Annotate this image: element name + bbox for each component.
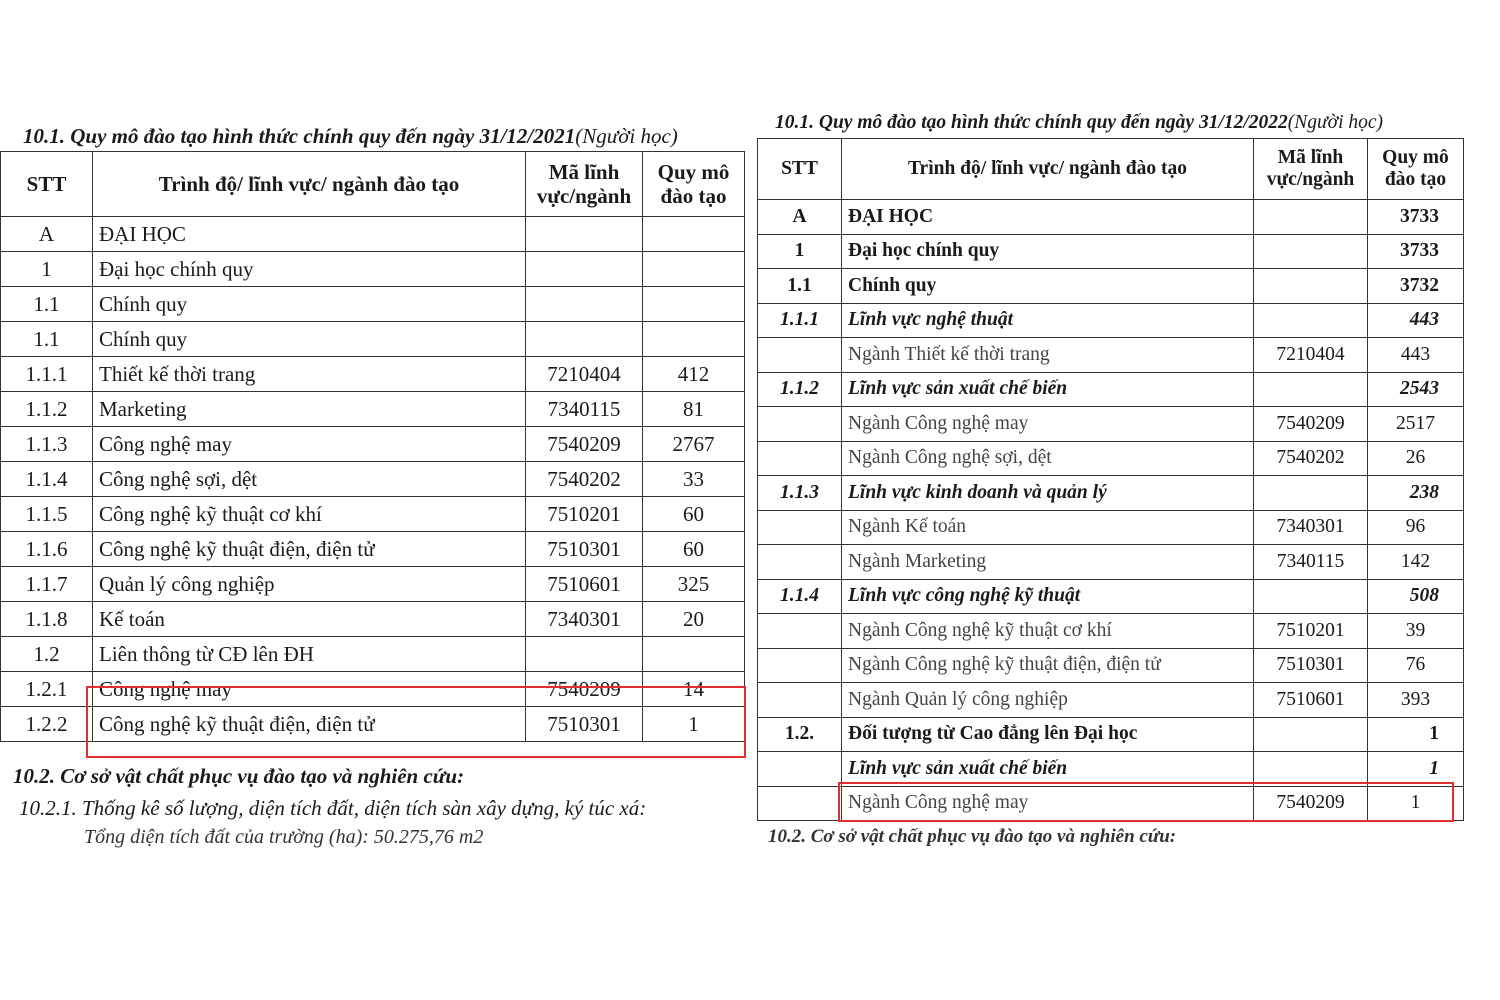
cell-name: Công nghệ kỹ thuật điện, điện tử: [93, 532, 526, 567]
table-row: [1, 532, 745, 567]
cell-name: Ngành Công nghệ kỹ thuật điện, điện tử: [842, 648, 1254, 683]
cell-code: [1254, 717, 1368, 752]
cell-name: Thiết kế thời trang: [93, 357, 526, 392]
cell-name: Lĩnh vực sản xuất chế biến: [842, 372, 1254, 407]
header-name: Trình độ/ lĩnh vực/ ngành đào tạo: [93, 152, 526, 217]
cell-qty: [643, 287, 745, 322]
table-row: [758, 372, 1464, 407]
cell-qty: 393: [1368, 683, 1464, 718]
cell-code: 7540209: [526, 427, 643, 462]
cell-name: Chính quy: [93, 287, 526, 322]
enrollment-table-2022: [757, 138, 1464, 821]
cell-code: [1254, 303, 1368, 338]
cell-stt: 1.1.3: [758, 476, 842, 511]
header-name: Trình độ/ lĩnh vực/ ngành đào tạo: [842, 139, 1254, 200]
cell-name: Lĩnh vực kinh doanh và quản lý: [842, 476, 1254, 511]
cell-qty: 60: [643, 532, 745, 567]
cell-qty: 1: [1368, 752, 1464, 787]
table-row: [758, 303, 1464, 338]
cell-code: 7510301: [526, 532, 643, 567]
highlight-box-2022: [838, 782, 1454, 822]
cell-stt: 1.1.6: [1, 532, 93, 567]
cell-name: Công nghệ may: [93, 427, 526, 462]
cell-code: [1254, 476, 1368, 511]
cell-code: 7340301: [526, 602, 643, 637]
cell-stt: [758, 545, 842, 580]
cell-name: Ngành Công nghệ sợi, dệt: [842, 441, 1254, 476]
cell-stt: [758, 407, 842, 442]
cell-stt: 1.2.: [758, 717, 842, 752]
cell-name: Ngành Quản lý công nghiệp: [842, 683, 1254, 718]
cell-stt: 1.2.1: [1, 672, 93, 707]
enrollment-table-2021: [0, 151, 745, 742]
cell-qty: 76: [1368, 648, 1464, 683]
cell-name: Ngành Thiết kế thời trang: [842, 338, 1254, 373]
cell-qty: 1: [1368, 786, 1464, 821]
cell-qty: [643, 637, 745, 672]
cell-qty: 3733: [1368, 234, 1464, 269]
cell-stt: 1.1.2: [1, 392, 93, 427]
cell-stt: 1: [1, 252, 93, 287]
cell-stt: 1.1.2: [758, 372, 842, 407]
cell-stt: [758, 683, 842, 718]
cell-stt: [758, 752, 842, 787]
caption-text: 10.1. Quy mô đào tạo hình thức chính quy đến ngày 31/12/2022: [775, 112, 1288, 133]
cell-qty: 1: [1368, 717, 1464, 752]
caption-unit: (Người học): [1287, 112, 1384, 133]
table-row: [1, 392, 745, 427]
cell-qty: 2767: [643, 427, 745, 462]
cell-name: Liên thông từ CĐ lên ĐH: [93, 637, 526, 672]
cell-name: Công nghệ kỹ thuật cơ khí: [93, 497, 526, 532]
cell-stt: 1.1.4: [758, 579, 842, 614]
cell-code: 7340301: [1254, 510, 1368, 545]
cell-stt: 1.2: [1, 637, 93, 672]
table-row: [758, 717, 1464, 752]
cell-name: Ngành Công nghệ may: [842, 407, 1254, 442]
cell-qty: 412: [643, 357, 745, 392]
cell-code: 7540202: [526, 462, 643, 497]
cutoff-text: Tổng diện tích đất của trường (ha): 50.275,76 m2: [84, 826, 484, 848]
header-stt: STT: [1, 152, 93, 217]
cell-stt: [758, 338, 842, 373]
cell-qty: [643, 322, 745, 357]
cell-code: 7510601: [1254, 683, 1368, 718]
cell-qty: 1: [643, 707, 745, 742]
cell-code: 7210404: [526, 357, 643, 392]
table-row: [1, 252, 745, 287]
cell-qty: 60: [643, 497, 745, 532]
cell-code: 7540209: [526, 672, 643, 707]
cell-stt: [758, 510, 842, 545]
cell-name: ĐẠI HỌC: [93, 217, 526, 252]
cell-qty: 443: [1368, 303, 1464, 338]
cell-stt: 1.1.1: [1, 357, 93, 392]
cell-code: [1254, 752, 1368, 787]
header-qty: Quy mô đào tạo: [643, 152, 745, 217]
cell-name: Công nghệ kỹ thuật điện, điện tử: [93, 707, 526, 742]
cell-qty: [643, 217, 745, 252]
cell-qty: 142: [1368, 545, 1464, 580]
cell-stt: 1.2.2: [1, 707, 93, 742]
cell-code: [1254, 269, 1368, 304]
cell-name: Quản lý công nghiệp: [93, 567, 526, 602]
cell-code: [1254, 579, 1368, 614]
cell-name: Đại học chính quy: [842, 234, 1254, 269]
table-row: [758, 200, 1464, 235]
cell-stt: 1.1.7: [1, 567, 93, 602]
table-row: [758, 510, 1464, 545]
cell-stt: 1.1.5: [1, 497, 93, 532]
table-row: [758, 614, 1464, 649]
table-caption-2022: [775, 112, 1383, 134]
cell-qty: 2543: [1368, 372, 1464, 407]
caption-text: 10.1. Quy mô đào tạo hình thức chính quy đến ngày 31/12/2021: [23, 124, 576, 148]
cell-name: Công nghệ sợi, dệt: [93, 462, 526, 497]
subsection-heading: 10.2.1. Thống kê số lượng, diện tích đất, diện tích sàn xây dựng, ký túc xá:: [19, 796, 647, 820]
table-row: [758, 579, 1464, 614]
cell-name: Chính quy: [842, 269, 1254, 304]
cell-name: Ngành Marketing: [842, 545, 1254, 580]
table-row: [758, 752, 1464, 787]
cell-code: 7340115: [1254, 545, 1368, 580]
cell-name: Đại học chính quy: [93, 252, 526, 287]
cell-stt: [758, 786, 842, 821]
cell-stt: 1.1.4: [1, 462, 93, 497]
table-row: [758, 683, 1464, 718]
cell-stt: [758, 648, 842, 683]
cell-code: 7340115: [526, 392, 643, 427]
cell-name: Đối tượng từ Cao đẳng lên Đại học: [842, 717, 1254, 752]
cell-code: [526, 322, 643, 357]
table-row: [758, 545, 1464, 580]
caption-unit: (Người học): [575, 124, 678, 148]
header-stt: STT: [758, 139, 842, 200]
cell-name: Lĩnh vực công nghệ kỹ thuật: [842, 579, 1254, 614]
cell-qty: 3732: [1368, 269, 1464, 304]
cell-stt: 1.1: [1, 287, 93, 322]
cell-qty: 443: [1368, 338, 1464, 373]
cell-code: [1254, 372, 1368, 407]
table-row: [1, 322, 745, 357]
table-row: [1, 567, 745, 602]
cell-stt: [758, 614, 842, 649]
cell-qty: 96: [1368, 510, 1464, 545]
cell-code: [1254, 234, 1368, 269]
header-row: [758, 139, 1464, 200]
table-row: [758, 648, 1464, 683]
cell-qty: [643, 252, 745, 287]
header-code: Mã lĩnh vực/ngành: [1254, 139, 1368, 200]
header-row: [1, 152, 745, 217]
cell-code: [1254, 200, 1368, 235]
cell-name: Chính quy: [93, 322, 526, 357]
cell-qty: 81: [643, 392, 745, 427]
cutoff-text: 10.2. Cơ sở vật chất phục vụ đào tạo và nghiên cứu:: [768, 826, 1177, 847]
cell-stt: 1.1: [1, 322, 93, 357]
cell-stt: [758, 441, 842, 476]
cell-stt: 1.1.3: [1, 427, 93, 462]
header-qty: Quy mô đào tạo: [1368, 139, 1464, 200]
cell-qty: 2517: [1368, 407, 1464, 442]
table-row: [1, 357, 745, 392]
table-row: [1, 462, 745, 497]
cell-qty: 238: [1368, 476, 1464, 511]
cell-code: [526, 252, 643, 287]
cell-name: Marketing: [93, 392, 526, 427]
cell-stt: 1: [758, 234, 842, 269]
cell-code: 7510201: [526, 497, 643, 532]
highlight-box-2021: [86, 686, 746, 758]
cell-code: 7510301: [526, 707, 643, 742]
cell-qty: 325: [643, 567, 745, 602]
table-row: [1, 497, 745, 532]
table-row: [1, 217, 745, 252]
table-caption-2021: [23, 124, 678, 149]
cell-stt: 1.1: [758, 269, 842, 304]
table-row: [758, 476, 1464, 511]
cell-code: 7510201: [1254, 614, 1368, 649]
cell-code: 7510601: [526, 567, 643, 602]
header-code: Mã lĩnh vực/ngành: [526, 152, 643, 217]
cell-code: 7540209: [1254, 407, 1368, 442]
cell-qty: 33: [643, 462, 745, 497]
cell-code: 7510301: [1254, 648, 1368, 683]
cell-code: [526, 287, 643, 322]
table-row: [758, 338, 1464, 373]
table-row: [1, 287, 745, 322]
table-row: [1, 602, 745, 637]
cell-name: Lĩnh vực nghệ thuật: [842, 303, 1254, 338]
cell-qty: 20: [643, 602, 745, 637]
table-row: [758, 269, 1464, 304]
section-heading: 10.2. Cơ sở vật chất phục vụ đào tạo và nghiên cứu:: [13, 764, 465, 788]
cell-name: Ngành Công nghệ may: [842, 786, 1254, 821]
cell-stt: A: [758, 200, 842, 235]
cell-qty: 26: [1368, 441, 1464, 476]
cell-code: [526, 637, 643, 672]
cell-name: Kế toán: [93, 602, 526, 637]
cell-qty: 14: [643, 672, 745, 707]
table-row: [758, 234, 1464, 269]
cell-name: Ngành Kế toán: [842, 510, 1254, 545]
cell-name: Lĩnh vực sản xuất chế biến: [842, 752, 1254, 787]
cell-stt: A: [1, 217, 93, 252]
table-row: [1, 427, 745, 462]
cell-qty: 3733: [1368, 200, 1464, 235]
cell-code: 7540209: [1254, 786, 1368, 821]
cell-name: Ngành Công nghệ kỹ thuật cơ khí: [842, 614, 1254, 649]
table-row: [758, 441, 1464, 476]
cell-code: 7540202: [1254, 441, 1368, 476]
cell-code: [526, 217, 643, 252]
cell-code: 7210404: [1254, 338, 1368, 373]
table-row: [758, 407, 1464, 442]
table-row: [1, 637, 745, 672]
cell-name: Công nghệ may: [93, 672, 526, 707]
cell-qty: 39: [1368, 614, 1464, 649]
cell-stt: 1.1.1: [758, 303, 842, 338]
cell-name: ĐẠI HỌC: [842, 200, 1254, 235]
cell-stt: 1.1.8: [1, 602, 93, 637]
cell-qty: 508: [1368, 579, 1464, 614]
